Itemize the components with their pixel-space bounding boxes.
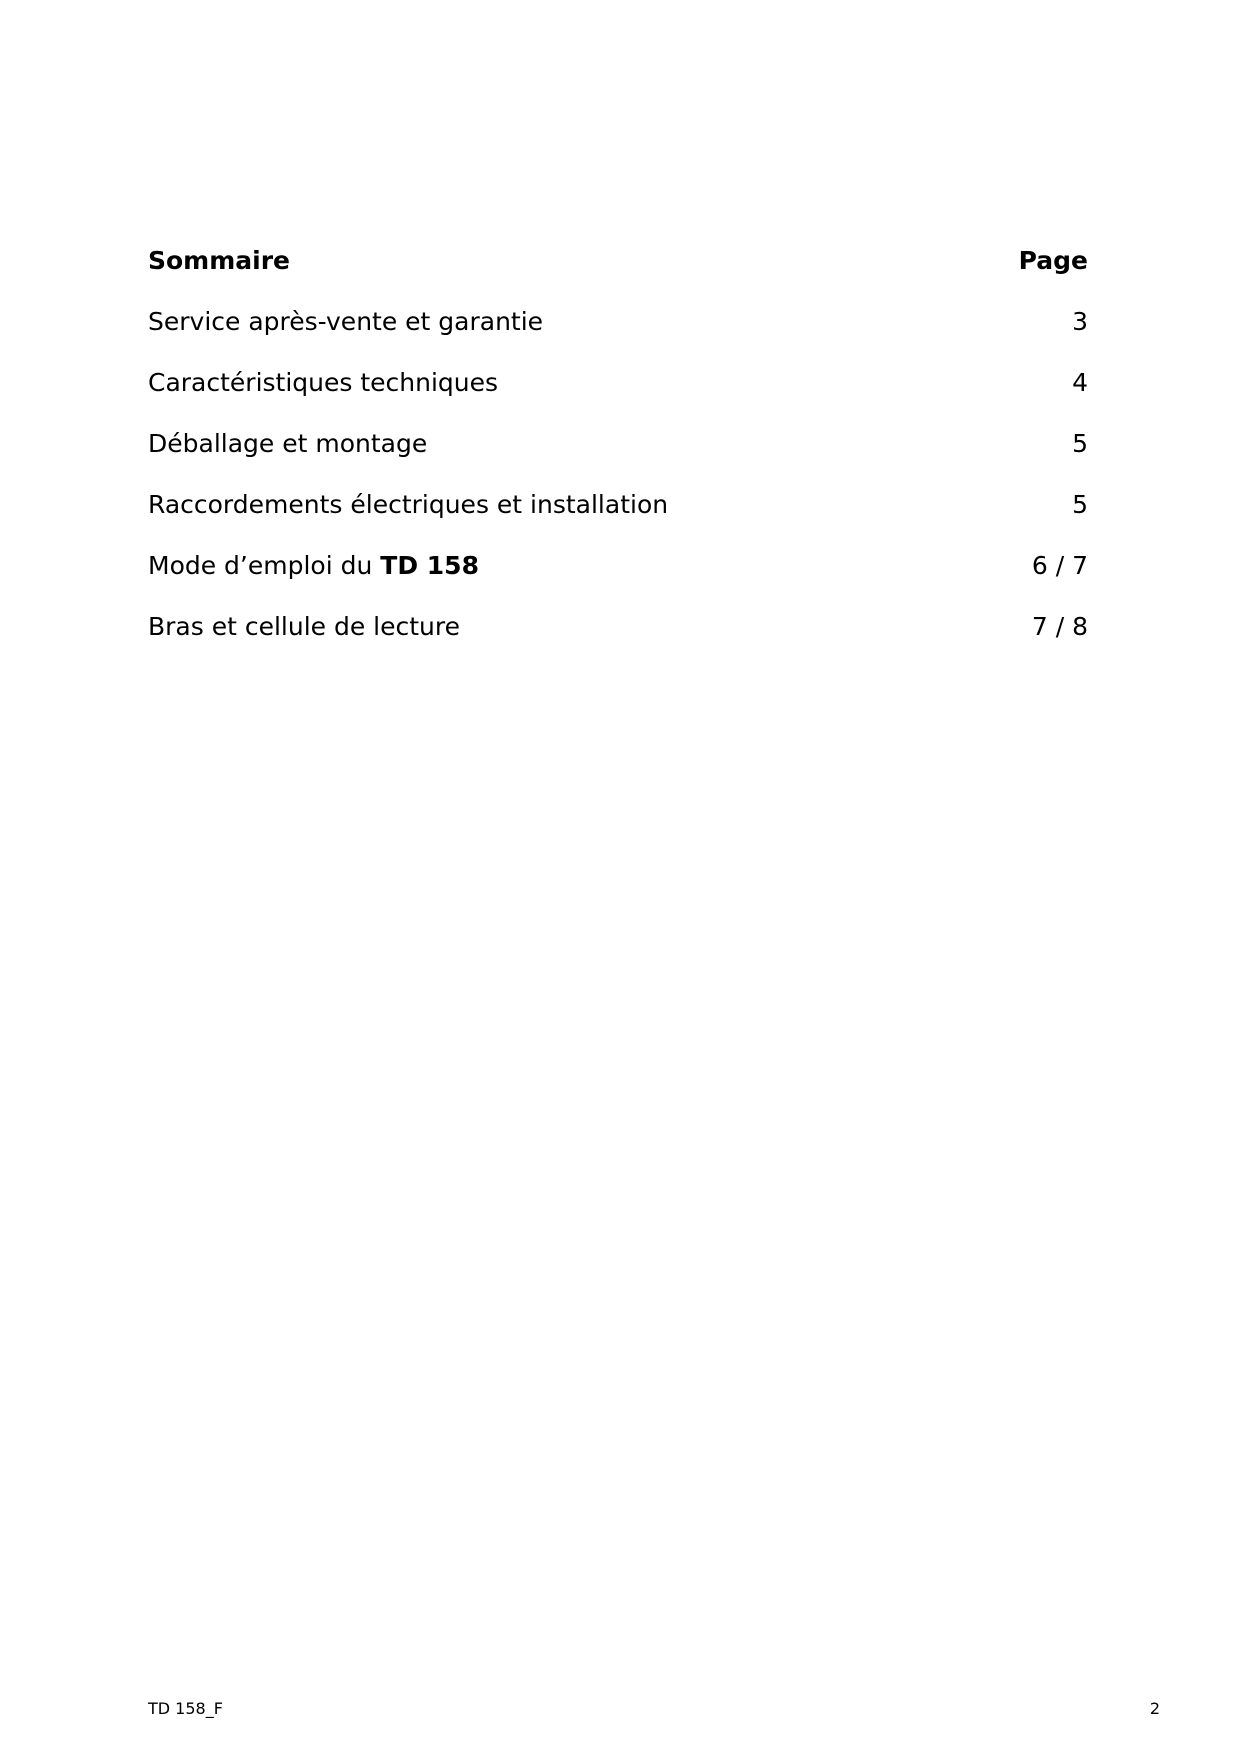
toc-entry-page: 7 / 8 (1031, 612, 1088, 641)
toc-entry-page: 5 (1072, 429, 1088, 458)
table-of-contents (148, 246, 1088, 673)
toc-entry (148, 429, 1088, 490)
toc-header-row (148, 246, 1088, 307)
toc-entry (148, 551, 1088, 612)
toc-entry-title: Caractéristiques techniques (148, 368, 499, 397)
toc-entry-page: 6 / 7 (1031, 551, 1088, 580)
footer-page-number: 2 (1149, 1699, 1160, 1718)
toc-entry-title: Bras et cellule de lecture (148, 612, 461, 641)
toc-page-heading: Page (1018, 246, 1088, 275)
toc-entry-page: 4 (1072, 368, 1088, 397)
toc-entry (148, 368, 1088, 429)
toc-entry (148, 612, 1088, 673)
toc-entry-title: Raccordements électriques et installation (148, 490, 669, 519)
toc-heading: Sommaire (148, 246, 291, 275)
toc-entry (148, 307, 1088, 368)
footer-doc-id: TD 158_F (148, 1699, 223, 1718)
toc-entry-title-model: TD 158 (380, 551, 479, 580)
toc-entry-title-prefix: Mode d’emploi du (148, 551, 381, 580)
toc-entry-title: Déballage et montage (148, 429, 428, 458)
toc-entry (148, 490, 1088, 551)
toc-entry-title (148, 551, 479, 581)
toc-entry-title: Service après-vente et garantie (148, 307, 544, 336)
toc-entry-page: 5 (1072, 490, 1088, 519)
toc-entry-page: 3 (1072, 307, 1088, 336)
